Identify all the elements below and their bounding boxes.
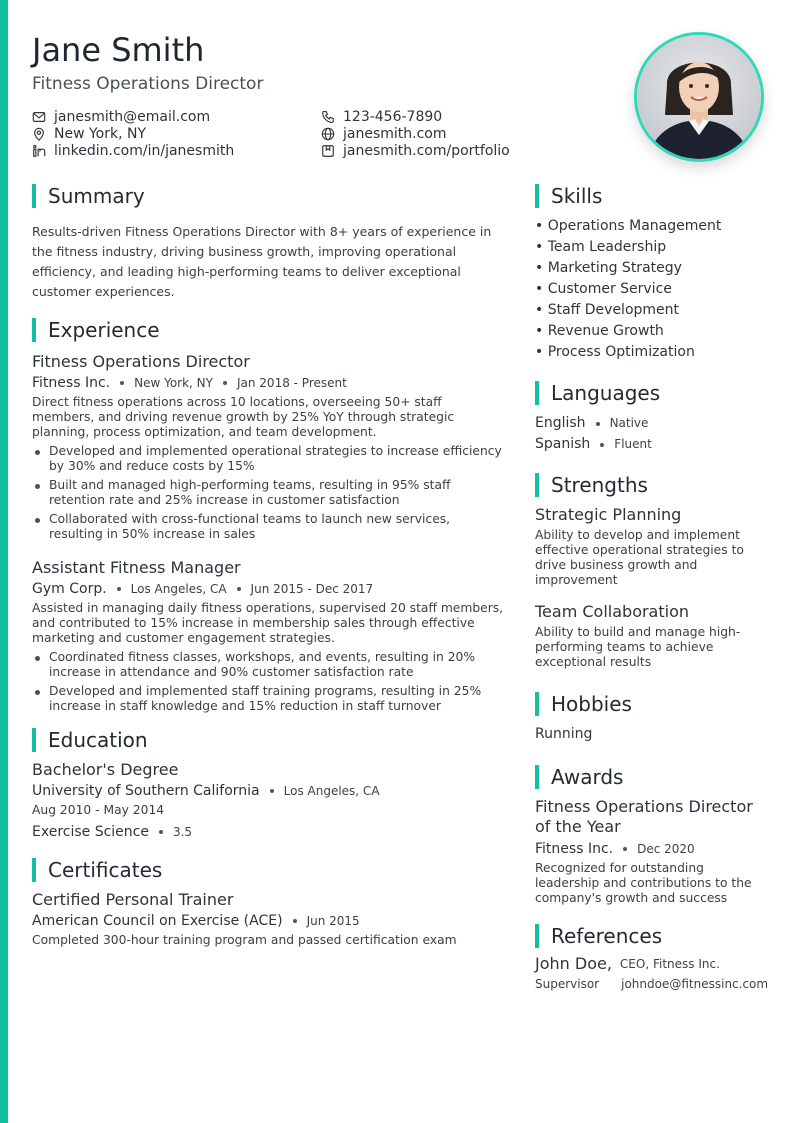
education-heading: Education <box>32 728 504 752</box>
certificates-heading: Certificates <box>32 858 504 882</box>
hobby-item: Running <box>535 726 593 742</box>
strength-description: Ability to develop and implement effective operational strategies to drive business growth and improvement <box>535 528 744 587</box>
awards-heading: Awards <box>535 765 764 789</box>
job-achievements <box>32 444 504 542</box>
languages-section <box>535 381 764 455</box>
linkedin-icon <box>32 144 46 158</box>
award-meta <box>535 841 764 857</box>
education-section <box>32 728 504 840</box>
job-title: Fitness Operations Director <box>32 352 250 371</box>
language-item <box>535 413 764 434</box>
languages-heading: Languages <box>535 381 764 405</box>
strengths-section <box>535 473 764 670</box>
strength-title: Team Collaboration <box>535 602 690 621</box>
job-meta <box>32 375 504 391</box>
website-text: janesmith.com <box>343 125 447 142</box>
accent-bar <box>0 0 8 1123</box>
separator-dot <box>120 381 124 385</box>
job-entry <box>32 558 504 714</box>
separator-dot <box>237 587 241 591</box>
separator-dot <box>117 587 121 591</box>
skill-item: • Process Optimization <box>535 344 695 360</box>
job-description: Direct fitness operations across 10 locations, overseeing 50+ staff members, and driving revenue growth by 25% YoY through strategic planning, process optimization, and team development. <box>32 395 455 439</box>
certificate-date: Jun 2015 <box>306 914 360 928</box>
job-meta <box>32 581 504 597</box>
education-dates: Aug 2010 - May 2014 <box>32 803 165 817</box>
experience-heading: Experience <box>32 318 504 342</box>
contact-location <box>32 125 146 142</box>
reference-email[interactable]: johndoe@fitnessinc.com <box>621 977 769 991</box>
award-date: Dec 2020 <box>637 842 695 856</box>
skill-item: • Team Leadership <box>535 239 667 255</box>
contact-info <box>32 108 592 162</box>
school-name: University of Southern California <box>32 783 260 799</box>
field-of-study: Exercise Science <box>32 824 149 840</box>
certificates-section <box>32 858 504 948</box>
candidate-name: Jane Smith <box>32 31 205 69</box>
certificate-description: Completed 300-hour training program and passed certification exam <box>32 933 457 947</box>
certificate-name: Certified Personal Trainer <box>32 890 234 909</box>
separator-dot <box>600 443 604 447</box>
portfolio-text: janesmith.com/portfolio <box>343 142 510 159</box>
strength-item <box>535 505 764 588</box>
strengths-heading: Strengths <box>535 473 764 497</box>
degree-title: Bachelor's Degree <box>32 760 179 779</box>
reference-contact-row <box>535 977 769 991</box>
job-location: Los Angeles, CA <box>130 582 227 596</box>
separator-dot <box>623 847 627 851</box>
job-company: Gym Corp. <box>32 581 107 597</box>
profile-photo <box>634 32 764 162</box>
reference-name-row <box>535 954 764 973</box>
contact-email[interactable] <box>32 108 210 125</box>
achievement-item: Developed and implemented operational strategies to increase efficiency by 30% and reduce costs by 15% <box>32 444 504 474</box>
resume-header <box>32 30 764 180</box>
strength-item <box>535 602 764 670</box>
skills-heading: Skills <box>535 184 764 208</box>
separator-dot <box>270 789 274 793</box>
candidate-title: Fitness Operations Director <box>32 74 264 94</box>
portfolio-icon <box>321 144 335 158</box>
contact-website[interactable] <box>321 125 447 142</box>
separator-dot <box>293 919 297 923</box>
linkedin-text: linkedin.com/in/janesmith <box>54 142 235 159</box>
language-level: Native <box>609 416 649 430</box>
skills-section <box>535 184 764 363</box>
globe-icon <box>321 127 335 141</box>
job-dates: Jun 2015 - Dec 2017 <box>250 582 374 596</box>
mail-icon <box>32 110 46 124</box>
left-column <box>32 184 504 948</box>
certificate-issuer: American Council on Exercise (ACE) <box>32 913 283 929</box>
job-achievements <box>32 650 504 714</box>
hobbies-heading: Hobbies <box>535 692 764 716</box>
hobbies-section <box>535 692 764 745</box>
achievement-item: Built and managed high-performing teams, resulting in 95% staff retention rate and 25% increase in customer satisfaction <box>32 478 504 508</box>
skill-item: • Marketing Strategy <box>535 260 682 276</box>
location-text: New York, NY <box>54 125 147 142</box>
job-location: New York, NY <box>134 376 213 390</box>
job-company: Fitness Inc. <box>32 375 111 391</box>
summary-section <box>32 184 504 302</box>
award-org: Fitness Inc. <box>535 841 614 857</box>
skill-item: • Revenue Growth <box>535 323 664 339</box>
language-level: Fluent <box>614 437 652 451</box>
skill-item: • Customer Service <box>535 281 672 297</box>
award-title: Fitness Operations Director of the Year <box>535 797 753 836</box>
resume-page <box>32 30 769 991</box>
experience-section <box>32 318 504 714</box>
achievement-item: Coordinated fitness classes, workshops, and events, resulting in 20% increase in attendance and 90% customer satisfaction rate <box>32 650 504 680</box>
certificate-meta <box>32 913 504 929</box>
skill-item: • Operations Management <box>535 218 722 234</box>
reference-name: John Doe, <box>535 954 612 973</box>
reference-role: CEO, Fitness Inc. <box>619 956 720 971</box>
right-column <box>535 184 769 995</box>
awards-section <box>535 765 764 906</box>
school-location: Los Angeles, CA <box>283 784 380 798</box>
profile-avatar-icon <box>637 35 761 159</box>
references-heading: References <box>535 924 764 948</box>
separator-dot <box>596 422 600 426</box>
achievement-item: Collaborated with cross-functional teams to launch new services, resulting in 50% increase in sales <box>32 512 504 542</box>
contact-portfolio[interactable] <box>321 142 510 159</box>
phone-icon <box>321 110 335 124</box>
job-title: Assistant Fitness Manager <box>32 558 241 577</box>
strength-description: Ability to build and manage high-performing teams to achieve exceptional results <box>535 625 741 669</box>
language-name: English <box>535 415 586 431</box>
language-item <box>535 434 764 455</box>
email-text: janesmith@email.com <box>54 108 211 125</box>
gpa-value: 3.5 <box>172 825 193 839</box>
reference-relation: Supervisor <box>535 977 600 991</box>
phone-text: 123-456-7890 <box>343 108 443 125</box>
contact-linkedin[interactable] <box>32 142 234 159</box>
job-dates: Jan 2018 - Present <box>236 376 347 390</box>
award-description: Recognized for outstanding leadership and contributions to the company's growth and success <box>535 861 752 905</box>
job-description: Assisted in managing daily fitness operations, supervised 20 staff members, and contributed to 15% increase in membership sales through effective marketing and customer engagement strategies. <box>32 601 504 645</box>
education-meta <box>32 783 504 799</box>
contact-phone[interactable] <box>321 108 442 125</box>
language-name: Spanish <box>535 436 591 452</box>
references-section <box>535 924 769 991</box>
education-field-meta <box>32 824 504 840</box>
separator-dot <box>223 381 227 385</box>
job-entry <box>32 352 504 542</box>
strength-title: Strategic Planning <box>535 505 682 524</box>
location-pin-icon <box>32 127 46 141</box>
achievement-item: Developed and implemented staff training programs, resulting in 25% increase in staff knowledge and 15% reduction in staff turnover <box>32 684 504 714</box>
summary-text: Results-driven Fitness Operations Director with 8+ years of experience in the fitness industry, driving business growth, improving operational efficiency, and leading high-performing teams to deliver exceptional customer experiences. <box>32 224 492 299</box>
separator-dot <box>159 830 163 834</box>
skill-item: • Staff Development <box>535 302 680 318</box>
summary-heading: Summary <box>32 184 504 208</box>
